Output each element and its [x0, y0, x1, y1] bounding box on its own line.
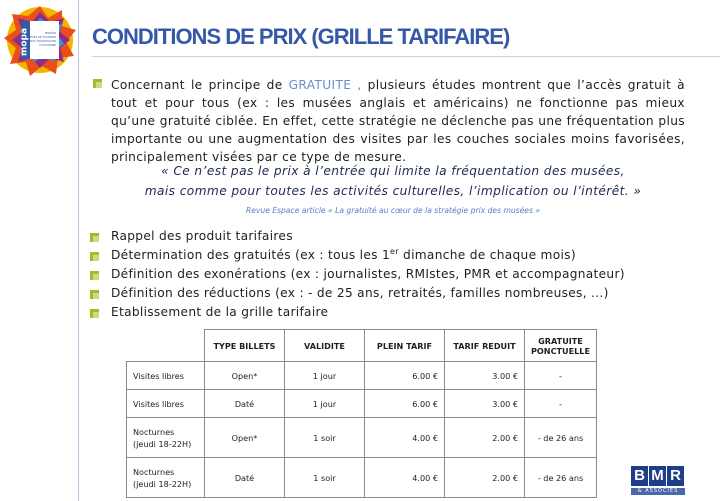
- cell-gratuite: -: [525, 390, 597, 418]
- cell-tarif-reduit: 2.00 €: [445, 418, 525, 458]
- cell-tarif-reduit: 3.00 €: [445, 390, 525, 418]
- table-header-row: [127, 330, 597, 362]
- header-gratuite-ponctuelle: [525, 330, 597, 362]
- table-row: [127, 362, 597, 390]
- cell-type: Daté: [205, 458, 285, 498]
- cell-plein-tarif: 4.00 €: [365, 458, 445, 498]
- logo-line-4: D'AQUITAINE: [39, 44, 56, 47]
- vertical-divider: [78, 0, 79, 501]
- row-label-main: Nocturnes: [133, 466, 175, 477]
- bullet-icon: [90, 271, 99, 280]
- list-item-4: Définition des réductions (ex : - de 25 ans, retraités, familles nombreuses, ...): [111, 286, 609, 300]
- table-row: [127, 390, 597, 418]
- header-ponctuelle: PONCTUELLE: [531, 345, 590, 356]
- cell-gratuite: - de 26 ans: [525, 418, 597, 458]
- cell-type: Open*: [205, 362, 285, 390]
- bmr-logo: [631, 466, 685, 496]
- row-label: [127, 418, 205, 458]
- intro-highlight: GRATUITE ,: [288, 78, 362, 92]
- header-type-billets: TYPE BILLETS: [205, 330, 285, 362]
- header-validite: VALIDITE: [285, 330, 365, 362]
- bullet-icon: [90, 252, 99, 261]
- cell-validite: 1 soir: [285, 418, 365, 458]
- list-item-3: Définition des exonérations (ex : journalistes, RMIstes, PMR et accompagnateur): [111, 267, 625, 281]
- cell-tarif-reduit: 2.00 €: [445, 458, 525, 498]
- row-label-sub: (jeudi 18-22H): [133, 438, 192, 449]
- bullet-icon: [90, 233, 99, 242]
- logo-line-1: MISSION: [44, 32, 56, 35]
- cell-gratuite: -: [525, 362, 597, 390]
- header-gratuite: GRATUITE: [538, 335, 583, 346]
- logo-line-2: DES OFFICES DE TOURISME: [20, 36, 56, 39]
- quote-source: Revue Espace article « La gratuité au cœur de la stratégie prix des musées »: [245, 206, 541, 215]
- cell-tarif-reduit: 3.00 €: [445, 362, 525, 390]
- title-underline: [92, 56, 720, 57]
- list-item-1: Rappel des produit tarifaires: [111, 229, 293, 243]
- list-item-2: [111, 248, 576, 262]
- list-item-2-sup: er: [390, 246, 399, 256]
- header-tarif-reduit: TARIF REDUIT: [445, 330, 525, 362]
- bmr-letter-r: R: [667, 466, 684, 486]
- cell-type: Open*: [205, 418, 285, 458]
- intro-before: Concernant le principe de: [111, 78, 289, 92]
- header-plein-tarif: PLEIN TARIF: [365, 330, 445, 362]
- cell-validite: 1 jour: [285, 390, 365, 418]
- table-corner: [127, 330, 205, 362]
- logo-starburst: [4, 6, 76, 76]
- intro-paragraph: [111, 76, 685, 166]
- page-title: CONDITIONS DE PRIX (GRILLE TARIFAIRE): [92, 24, 510, 49]
- bmr-letter-b: B: [631, 466, 648, 486]
- logo-line-3: ET PAYS TOURISTIQUES: [25, 40, 56, 43]
- logo-brand-text: mopa: [19, 27, 30, 56]
- cell-validite: 1 soir: [285, 458, 365, 498]
- row-label: Visites libres: [127, 390, 205, 418]
- list-item-2-tail: dimanche de chaque mois): [398, 248, 576, 262]
- row-label-sub: (jeudi 18-22H): [133, 478, 192, 489]
- bullet-icon: [93, 79, 102, 88]
- intro-after: plusieurs études montrent que l’accès gratuit à tout et pour tous (ex : les musées anglais et américains) ne fonctionne pas mieux qu’une gratuité ciblée. En effet, cette stratégie ne déclenche pas une fréquentation plus importante ou une augmentation des visites par les couches sociales moins favorisées, principalement visées par ce type de mesure.: [111, 78, 685, 164]
- bullet-icon: [90, 309, 99, 318]
- row-label-main: Nocturnes: [133, 426, 175, 437]
- cell-plein-tarif: 6.00 €: [365, 362, 445, 390]
- mopa-logo: [4, 4, 76, 76]
- cell-validite: 1 jour: [285, 362, 365, 390]
- quote-line-1: « Ce n’est pas le prix à l’entrée qui limite la fréquentation des musées,: [161, 164, 625, 178]
- table-row: [127, 418, 597, 458]
- cell-type: Daté: [205, 390, 285, 418]
- table-row: [127, 458, 597, 498]
- row-label: Visites libres: [127, 362, 205, 390]
- bullet-icon: [90, 290, 99, 299]
- bmr-subtitle: & ASSOCIÉS: [631, 488, 685, 495]
- pricing-table: [126, 329, 597, 498]
- cell-plein-tarif: 6.00 €: [365, 390, 445, 418]
- list-item-5: Etablissement de la grille tarifaire: [111, 305, 329, 319]
- cell-plein-tarif: 4.00 €: [365, 418, 445, 458]
- cell-gratuite: - de 26 ans: [525, 458, 597, 498]
- row-label: [127, 458, 205, 498]
- list-item-2-text: Détermination des gratuités (ex : tous les 1: [111, 248, 391, 262]
- quote-line-2: mais comme pour toutes les activités culturelles, l’implication ou l’intérêt. »: [144, 184, 642, 198]
- bmr-letter-m: M: [649, 466, 666, 486]
